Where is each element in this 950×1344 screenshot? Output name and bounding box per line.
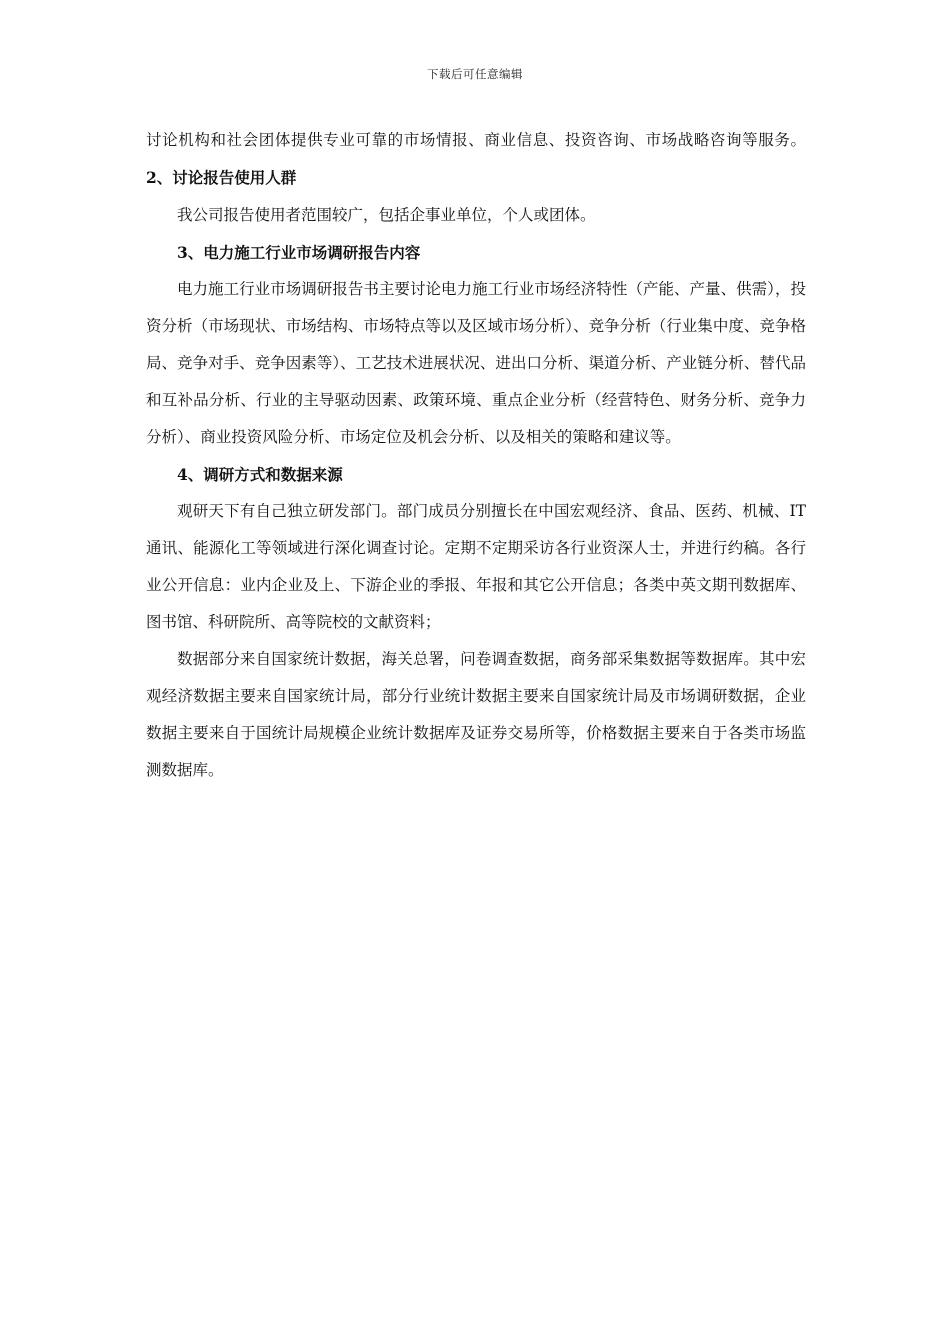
section-heading-2: 2、讨论报告使用人群 — [146, 168, 297, 187]
paragraph-research-methods: 观研天下有自己独立研发部门。部门成员分别擅长在中国宏观经济、食品、医药、机械、IT通讯、能源化工等领域进行深化调查讨论。定期不定期采访各行业资深人士，并进行约稿。各行业公开信息：业内企业及上、下游企业的季报、年报和其它公开信息；各类中英文期刊数据库、图书馆、科研院所、高等院校的文献资料； — [146, 502, 806, 631]
paragraph-data-sources: 数据部分来自国家统计数据，海关总署，问卷调查数据，商务部采集数据等数据库。其中宏观经济数据主要来自国家统计局，部分行业统计数据主要来自国家统计局及市场调研数据，企业数据主要来自于国统计局规模企业统计数据库及证券交易所等，价格数据主要来自于各类市场监测数据库。 — [146, 650, 806, 779]
page-header: 下载后可任意编辑 — [427, 67, 523, 81]
section-heading-3: 3、电力施工行业市场调研报告内容 — [177, 243, 421, 262]
document-body — [146, 122, 806, 789]
paragraph-intro-continued — [146, 122, 806, 197]
section-heading-4: 4、调研方式和数据来源 — [177, 465, 343, 484]
paragraph-report-content: 电力施工行业市场调研报告书主要讨论电力施工行业市场经济特性（产能、产量、供需），投资分析（市场现状、市场结构、市场特点等以及区域市场分析）、竞争分析（行业集中度、竞争格局、竞争对手、竞争因素等）、工艺技术进展状况、进出口分析、渠道分析、产业链分析、替代品和互补品分析、行业的主导驱动因素、政策环境、重点企业分析（经营特色、财务分析、竞争力分析）、商业投资风险分析、市场定位及机会分析、以及相关的策略和建议等。 — [146, 280, 806, 446]
paragraph-report-users: 我公司报告使用者范围较广，包括企事业单位，个人或团体。 — [177, 206, 596, 224]
paragraph-intro-text: 讨论机构和社会团体提供专业可靠的市场情报、商业信息、投资咨询、市场战略咨询等服务。 — [146, 131, 806, 149]
